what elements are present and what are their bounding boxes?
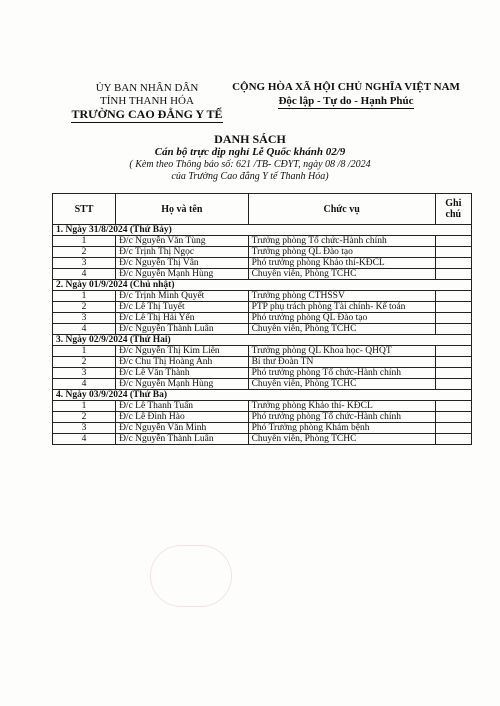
cell-name: Đ/c Nguyễn Mạnh Hùng [116, 269, 249, 280]
table-row [53, 368, 472, 379]
reference-note-1: ( Kèm theo Thông báo số: 621 /TB- CĐYT, ngày 08 /8 /2024 [129, 159, 371, 170]
cell-name: Đ/c Lê Thị Tuyết [116, 302, 249, 313]
cell-role: Phó Trưởng phòng Khám bệnh [248, 423, 435, 434]
table-row [53, 236, 472, 247]
section-label: 3. Ngày 02/9/2024 (Thứ Hai) [53, 335, 472, 346]
cell-role: Chuyên viên, Phòng TCHC [248, 269, 435, 280]
section-row [53, 335, 472, 346]
table-row [53, 423, 472, 434]
cell-stt: 3 [53, 368, 116, 379]
cell-role: PTP phụ trách phòng Tài chính- Kế toán [248, 302, 435, 313]
table-row [53, 412, 472, 423]
cell-note [435, 368, 471, 379]
table-row [53, 434, 472, 445]
cell-stt: 1 [53, 291, 116, 302]
cell-role: Phó trưởng phòng Khảo thí-KĐCL [248, 258, 435, 269]
table-row [53, 269, 472, 280]
cell-stt: 1 [53, 401, 116, 412]
cell-note [435, 379, 471, 390]
cell-note [435, 401, 471, 412]
cell-role: Chuyên viên, Phòng TCHC [248, 379, 435, 390]
table-row [53, 357, 472, 368]
cell-role: Phó trưởng phòng Tổ chức-Hành chính [248, 368, 435, 379]
cell-stt: 3 [53, 423, 116, 434]
cell-stt: 1 [53, 236, 116, 247]
faint-stamp [150, 545, 232, 607]
section-row [53, 280, 472, 291]
cell-note [435, 324, 471, 335]
cell-role: Phó trưởng phòng Tổ chức-Hành chính [248, 412, 435, 423]
table-header-row [53, 194, 472, 225]
cell-name: Đ/c Trịnh Thị Ngọc [116, 247, 249, 258]
cell-name: Đ/c Nguyễn Thị Kim Liên [116, 346, 249, 357]
cell-name: Đ/c Nguyễn Văn Tùng [116, 236, 249, 247]
header-role: Chức vụ [248, 194, 435, 225]
cell-stt: 3 [53, 258, 116, 269]
cell-name: Đ/c Lê Đình Hào [116, 412, 249, 423]
header-stt: STT [53, 194, 116, 225]
agency-line-1: ỦY BAN NHÂN DÂN [95, 82, 199, 94]
cell-stt: 4 [53, 434, 116, 445]
cell-stt: 2 [53, 412, 116, 423]
cell-role: Trưởng phòng QL Đào tạo [248, 247, 435, 258]
cell-note [435, 236, 471, 247]
duty-roster-table [52, 193, 472, 445]
cell-role: Trưởng phòng Khảo thí- KĐCL [248, 401, 435, 412]
table-row [53, 379, 472, 390]
national-motto: Độc lập - Tự do - Hạnh Phúc [278, 95, 414, 107]
cell-stt: 2 [53, 357, 116, 368]
cell-name: Đ/c Lê Văn Thành [116, 368, 249, 379]
cell-stt: 1 [53, 346, 116, 357]
section-row [53, 225, 472, 236]
cell-note [435, 291, 471, 302]
school-name: TRƯỜNG CAO ĐẲNG Y TẾ [71, 107, 223, 121]
cell-role: Bí thư Đoàn TN [248, 357, 435, 368]
cell-stt: 4 [53, 379, 116, 390]
cell-stt: 2 [53, 247, 116, 258]
cell-note [435, 313, 471, 324]
table-row [53, 401, 472, 412]
cell-name: Đ/c Lê Thanh Tuấn [116, 401, 249, 412]
cell-name: Đ/c Nguyễn Thị Vân [116, 258, 249, 269]
cell-note [435, 423, 471, 434]
table-body [53, 225, 472, 445]
section-label: 2. Ngày 01/9/2024 (Chủ nhật) [53, 280, 472, 291]
table-row [53, 313, 472, 324]
cell-role: Trưởng phòng QL Khoa học- QHQT [248, 346, 435, 357]
document-title: DANH SÁCH [214, 132, 286, 146]
cell-name: Đ/c Nguyễn Thành Luân [116, 434, 249, 445]
national-header [222, 80, 470, 109]
cell-note [435, 247, 471, 258]
cell-name: Đ/c Nguyễn Mạnh Hùng [116, 379, 249, 390]
cell-name: Đ/c Trịnh Minh Quyết [116, 291, 249, 302]
title-block [0, 132, 500, 183]
document-subtitle: Cán bộ trực dịp nghỉ Lễ Quốc khánh 02/9 [154, 146, 346, 158]
cell-name: Đ/c Chu Thị Hoàng Anh [116, 357, 249, 368]
cell-role: Chuyên viên, Phòng TCHC [248, 324, 435, 335]
table-row [53, 324, 472, 335]
section-label: 1. Ngày 31/8/2024 (Thứ Bảy) [53, 225, 472, 236]
cell-role: Trưởng phòng CTHSSV [248, 291, 435, 302]
cell-note [435, 412, 471, 423]
section-label: 4. Ngày 03/9/2024 (Thứ Ba) [53, 390, 472, 401]
cell-stt: 4 [53, 324, 116, 335]
national-title: CỘNG HÒA XÃ HỘI CHỦ NGHĨA VIỆT NAM [232, 81, 460, 93]
section-row [53, 390, 472, 401]
cell-note [435, 258, 471, 269]
agency-header [52, 82, 242, 123]
cell-name: Đ/c Nguyễn Văn Minh [116, 423, 249, 434]
agency-line-2: TỈNH THANH HÓA [100, 95, 194, 107]
header-note: Ghi chú [435, 194, 471, 225]
cell-note [435, 434, 471, 445]
cell-role: Chuyên viên, Phòng TCHC [248, 434, 435, 445]
table-row [53, 302, 472, 313]
table-row [53, 247, 472, 258]
cell-stt: 3 [53, 313, 116, 324]
table-row [53, 291, 472, 302]
cell-role: Trưởng phòng Tổ chức-Hành chính [248, 236, 435, 247]
cell-note [435, 302, 471, 313]
cell-note [435, 269, 471, 280]
cell-stt: 4 [53, 269, 116, 280]
header-name: Họ và tên [116, 194, 249, 225]
table-row [53, 346, 472, 357]
cell-stt: 2 [53, 302, 116, 313]
cell-note [435, 357, 471, 368]
cell-name: Đ/c Nguyễn Thành Luân [116, 324, 249, 335]
cell-role: Phó trưởng phòng QL Đào tạo [248, 313, 435, 324]
table-row [53, 258, 472, 269]
reference-note-2: của Trường Cao đẳng Y tế Thanh Hóa) [171, 171, 329, 182]
cell-name: Đ/c Lê Thị Hải Yến [116, 313, 249, 324]
cell-note [435, 346, 471, 357]
